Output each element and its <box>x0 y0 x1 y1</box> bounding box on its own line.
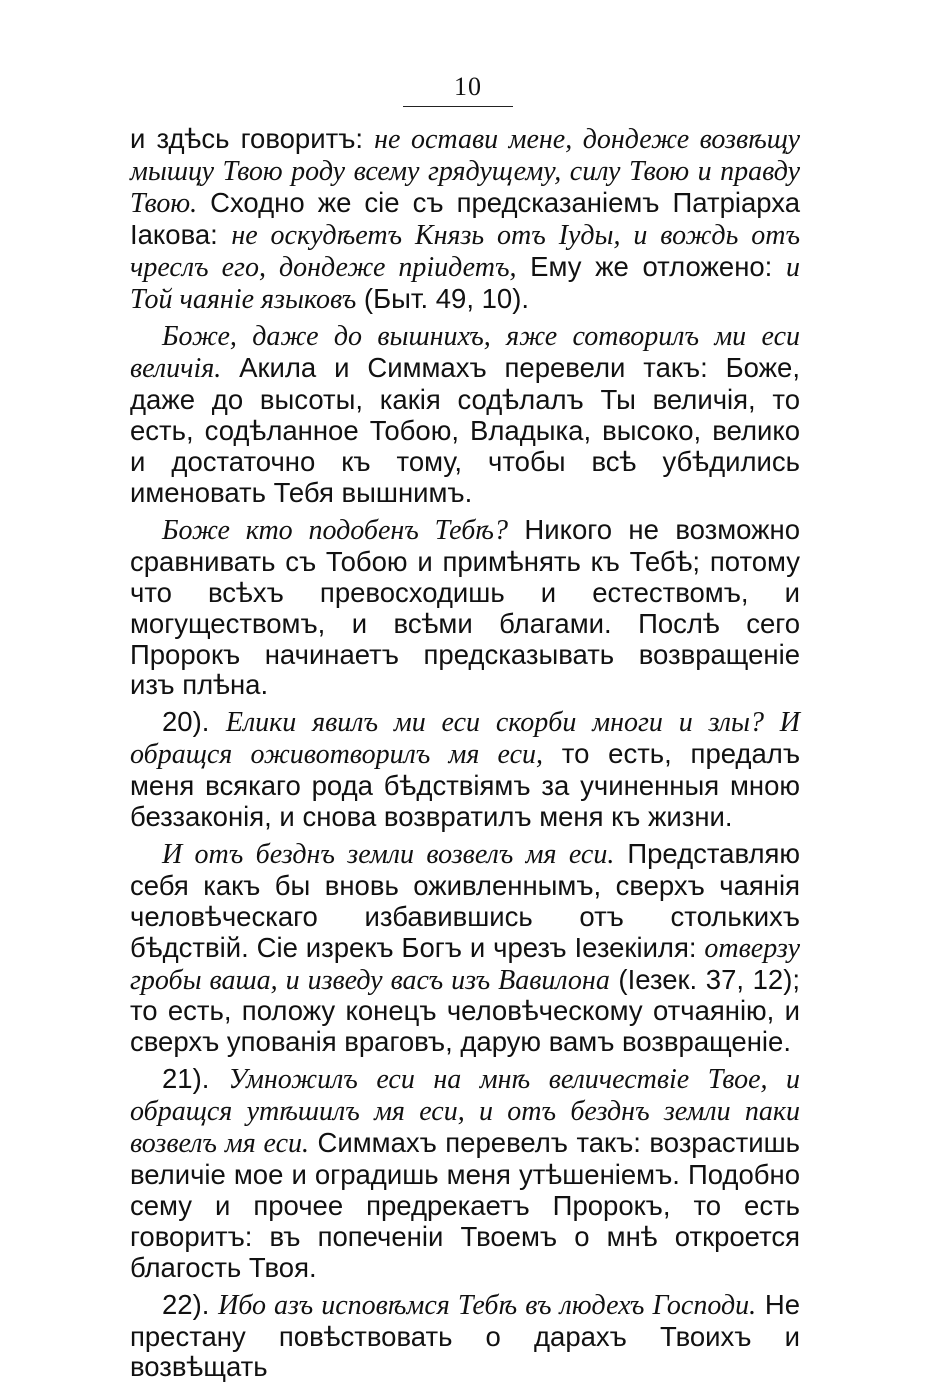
paragraph <box>130 515 800 701</box>
paragraph <box>130 321 800 508</box>
body-text <box>130 124 800 1389</box>
text-run: (Быт. 49, 10). <box>356 282 529 314</box>
paragraph <box>130 707 800 833</box>
text-run: Представляю себя какъ бы вновь оживленнымъ, сверхъ чаянія человѣческаго избавившись отъ столькихъ бѣдствій. Сіе изрекъ Богъ и чрезъ Іезекіиля: <box>130 837 801 963</box>
text-run: 21). <box>162 1063 229 1095</box>
text-run: Никого не возможно сравнивать съ Тобою и примѣнять къ Тебѣ; потому что всѣхъ превосходишь и естествомъ, и могуществомъ, и всѣми благами. Послѣ сего Пророкъ начинаетъ предсказывать возвращеніе изъ плѣна. <box>130 513 800 701</box>
italic-quote: Умножилъ еси на мнѣ величествіе Твое, и обращся утѣшилъ мя еси, и отъ безднъ земли паки возвелъ мя еси. <box>130 1064 801 1160</box>
text-run: 22). <box>162 1288 219 1320</box>
text-run: и здѣсь говоритъ: <box>130 123 375 154</box>
italic-quote: не оскудѣетъ Князь отъ Іуды, и вождь отъ чреслъ его, дондеже пріидетъ, <box>130 219 800 283</box>
italic-quote: и Той чаяніе языковъ <box>130 251 800 315</box>
italic-quote: Боже, даже до вышнихъ, яже сотворилъ ми еси величія. <box>130 321 800 385</box>
paragraph <box>130 839 800 1058</box>
italic-quote: отверзу гробы ваша, и изведу васъ изъ Вавилона <box>130 932 800 996</box>
italic-quote: не остави мене, дондеже возвѣщу мышцу Твою роду всему грядущему, силу Твою и правду Твою. <box>130 124 800 219</box>
italic-quote: Елики явилъ ми еси скорби многи и злы? И обращся оживотворилъ мя еси, <box>130 707 800 771</box>
italic-quote: Боже кто подобенъ Тебѣ? <box>162 514 508 546</box>
header-rule <box>403 106 513 107</box>
paragraph <box>130 124 800 315</box>
paragraph <box>130 1064 800 1283</box>
paragraph <box>130 1290 800 1384</box>
text-run: (Iезек. 37, 12); то есть, положу конецъ человѣческому отчаянію, и сверхъ упованія враговъ, дарую вамъ возвращеніе. <box>130 963 800 1058</box>
text-run: Сходно же сіе съ предсказаніемъ Патріарха Іакова: <box>130 186 800 250</box>
italic-quote: И отъ безднъ земли возвелъ мя еси. <box>162 838 615 870</box>
page-number: 10 <box>454 72 482 101</box>
text-run: Ему же отложено: <box>516 250 786 282</box>
text-run: 20). <box>162 706 226 738</box>
text-run: Симмахъ перевелъ такъ: возрастишь величіе мое и оградишь меня утѣшеніемъ. Подобно сему и прочее предрекаетъ Пророкъ, то есть говоритъ: въ попеченіи Твоемъ о мнѣ откроется благость Твоя. <box>130 1127 800 1283</box>
text-run: Акила и Симмахъ перевели такъ: Боже, даже до высоты, какія содѣлалъ Ты величія, то есть, содѣланное Тобою, Владыка, высоко, велико и достаточно къ тому, чтобы всѣ убѣдились именовать Тебя вышнимъ. <box>130 352 800 508</box>
italic-quote: Ибо азъ исповѣмся Тебѣ въ людехъ Господи. <box>218 1289 757 1321</box>
text-run: то есть, предалъ меня всякаго рода бѣдствіямъ за учиненныя мною беззаконія, и снова возвратилъ меня къ жизни. <box>130 738 801 833</box>
text-run: Не престану повѣствовать о дарахъ Твоихъ и возвѣщать <box>130 1288 800 1383</box>
